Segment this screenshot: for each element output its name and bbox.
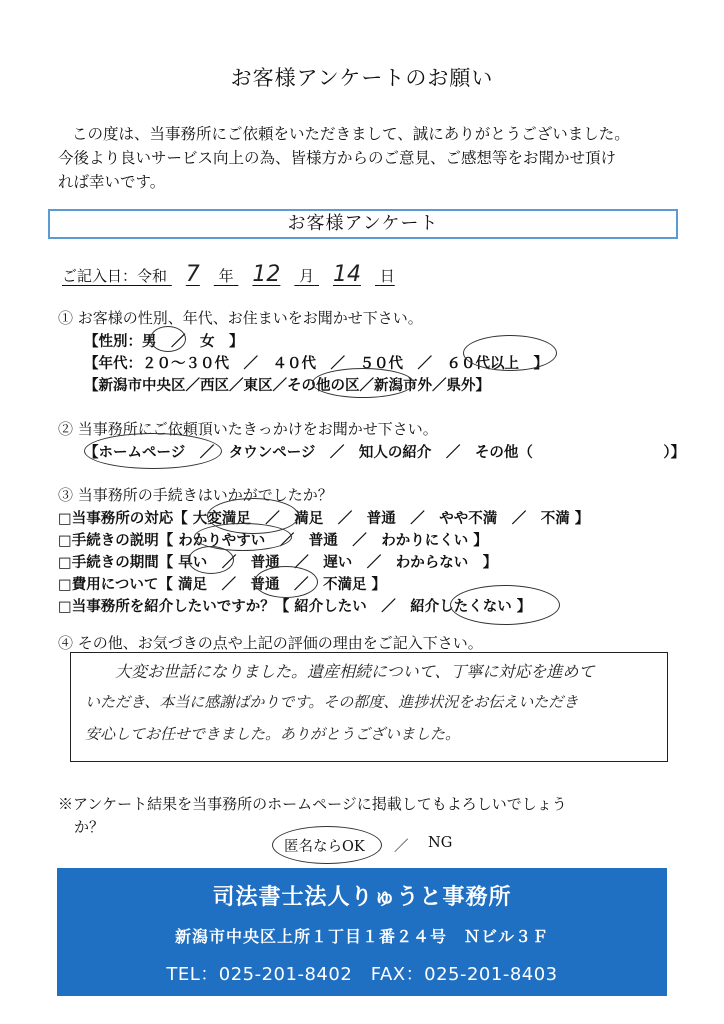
selection-circle-area	[312, 368, 414, 398]
q1-question: ① お客様の性別、年代、お住まいをお聞かせ下さい。	[58, 309, 423, 327]
consent-question-line2: か？	[74, 818, 105, 836]
date-month-unit: 月	[299, 267, 315, 285]
q1-age-options[interactable]: 【年代：２０～３０代 ／ ４０代 ／ ５０代 ／ ６０代以上 】	[84, 356, 548, 372]
selection-circle-duration	[188, 546, 234, 574]
q2-question: ② 当事務所にご依頼頂いたきっかけをお聞かせ下さい。	[58, 420, 438, 438]
q3-row-cost[interactable]: □費用について【 満足 ／ 普通 ／ 不満足 】	[58, 577, 387, 593]
comment-line: 大変お世話になりました。遺産相続について、丁寧に対応を進めて	[115, 662, 595, 681]
date-month-value[interactable]: 12	[252, 262, 281, 287]
date-day-value[interactable]: 14	[332, 262, 361, 287]
firm-contact: TEL：025-201-8402 FAX：025-201-8403	[166, 964, 558, 985]
intro-line: この度は、当事務所にご依頼をいただきまして、誠にありがとうございました。	[72, 125, 630, 143]
q4-question: ④ その他、お気づきの点や上記の評価の理由をご記入下さい。	[58, 634, 483, 652]
page-title: お客様アンケートのお願い	[230, 66, 494, 90]
q3-row-response[interactable]: □当事務所の対応【 大変満足 ／ 満足 ／ 普通 ／ やや不満 ／ 不満 】	[58, 511, 590, 527]
firm-address: 新潟市中央区上所１丁目１番２４号 Ｎビル３Ｆ	[174, 927, 549, 946]
comment-box[interactable]	[70, 652, 668, 762]
selection-circle-cost	[254, 566, 318, 598]
selection-circle-age	[463, 335, 557, 371]
selection-circle-q2	[84, 433, 222, 469]
intro-text	[58, 122, 678, 194]
selection-circle-recommend	[450, 585, 560, 625]
consent-separator: ／	[394, 839, 409, 855]
q3-row-duration[interactable]: □手続きの期間【 早い ／ 普通 ／ 遅い ／ わからない 】	[58, 555, 498, 571]
selection-circle-consent	[272, 826, 382, 864]
q3-row-explanation[interactable]: □手続きの説明【 わかりやすい ／ 普通 ／ わかりにくい 】	[58, 533, 488, 549]
firm-name: 司法書士法人りゅうと事務所	[212, 885, 512, 910]
q1-gender-options[interactable]: 【性別：男 ／ 女 】	[84, 334, 244, 350]
date-row	[62, 262, 395, 287]
consent-option-ng[interactable]: NG	[428, 835, 453, 851]
date-year-unit: 年	[218, 267, 234, 285]
selection-circle-gender	[150, 326, 186, 352]
date-label: ご記入日：令和	[62, 267, 168, 285]
q1-area-options[interactable]: 【新潟市中央区／西区／東区／その他の区／新潟市外／県外】	[84, 378, 490, 394]
firm-footer	[57, 868, 667, 996]
consent-question-line1: ※アンケート結果を当事務所のホームページに掲載してもよろしいでしょう	[58, 795, 567, 813]
survey-section-title: お客様アンケート	[48, 209, 678, 239]
q2-options[interactable]: 【ホームページ ／ タウンページ ／ 知人の紹介 ／ その他（ ）】	[84, 445, 686, 461]
intro-line: れば幸いです。	[58, 173, 166, 191]
consent-option-ok[interactable]: 匿名ならOK	[284, 839, 365, 855]
q3-row-recommend[interactable]: □当事務所を紹介したいですか？【 紹介したい ／ 紹介したくない 】	[58, 599, 532, 615]
date-day-unit: 日	[379, 267, 395, 285]
date-year-value[interactable]: 7	[185, 262, 200, 287]
intro-line: 今後より良いサービス向上の為、皆様方からのご意見、ご感想等をお聞かせ頂け	[58, 149, 617, 167]
comment-line: 安心してお任せできました。ありがとうございました。	[85, 725, 461, 743]
q3-question: ③ 当事務所の手続きはいかがでしたか？	[58, 486, 333, 504]
comment-line: いただき、本当に感謝ばかりです。その都度、進捗状況をお伝えいただき	[85, 693, 579, 711]
